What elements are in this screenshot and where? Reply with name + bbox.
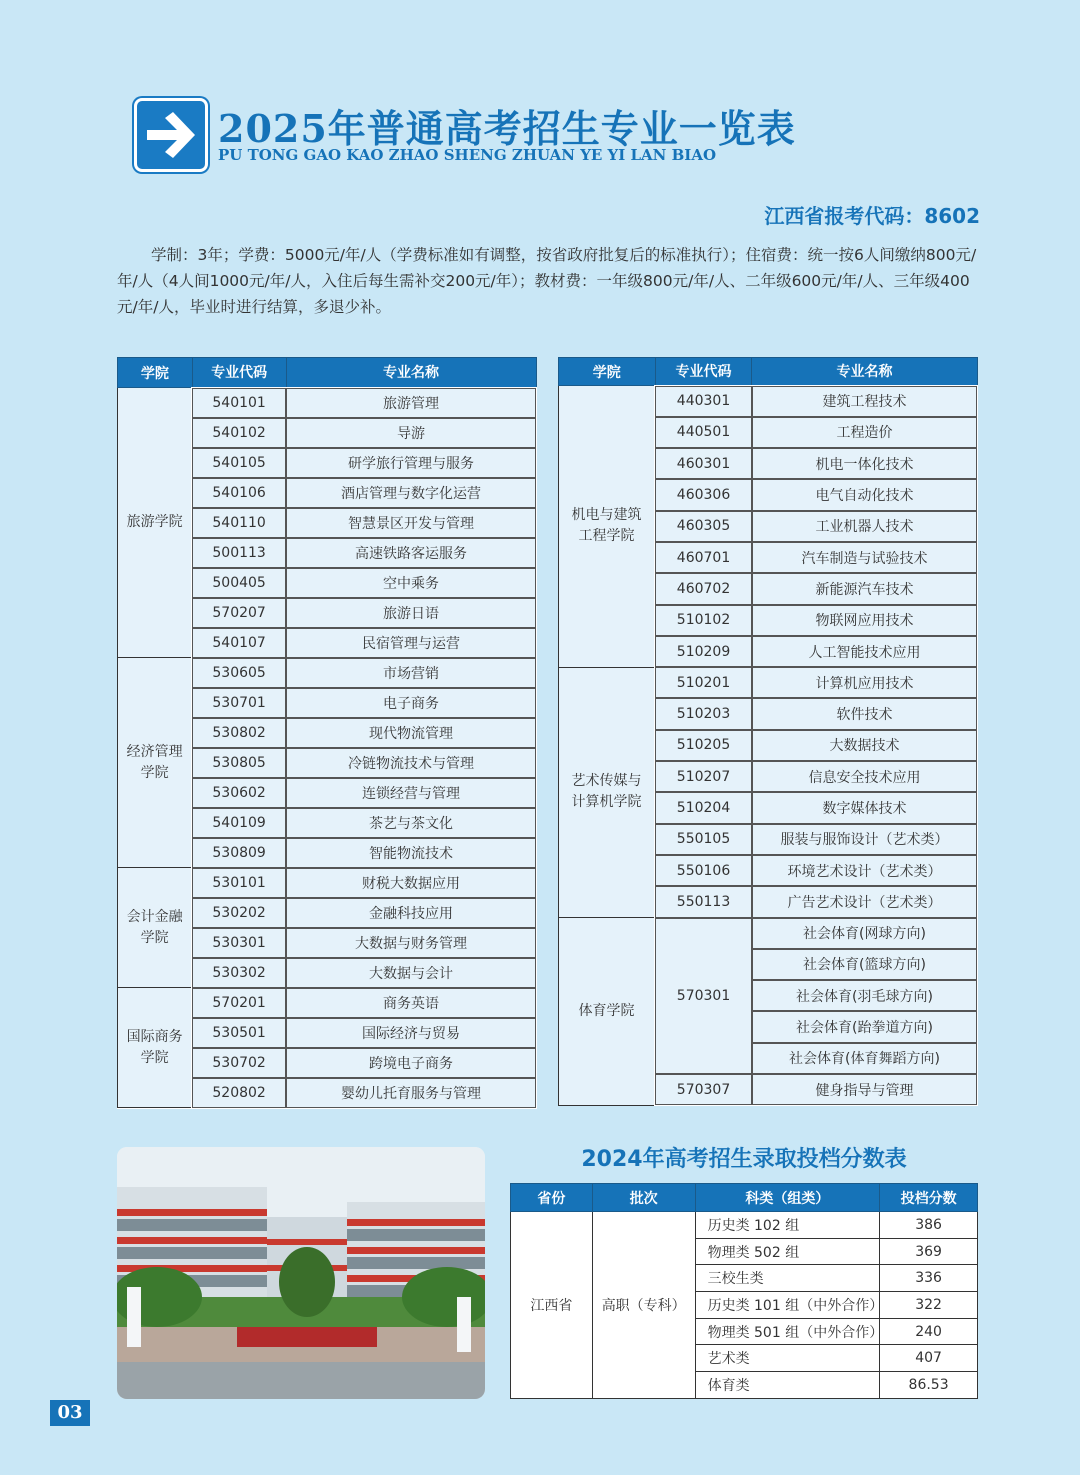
major-code: 460702 (655, 573, 752, 604)
category-cell: 物理类 501 组（中外合作） (695, 1318, 880, 1345)
header-batch: 批次 (592, 1184, 695, 1212)
category-cell: 艺术类 (695, 1345, 880, 1372)
major-code: 530802 (192, 718, 286, 748)
major-name: 电气自动化技术 (752, 479, 977, 510)
table-row (559, 918, 978, 949)
major-code: 540110 (192, 508, 286, 538)
major-name: 茶艺与茶文化 (286, 808, 536, 838)
major-name: 研学旅行管理与服务 (286, 448, 536, 478)
major-name: 工业机器人技术 (752, 511, 977, 542)
intro-paragraph: 学制：3年；学费：5000元/年/人（学费标准如有调整，按省政府批复后的标准执行）；住宿费：统一按6人间缴纳800元/年/人（4人间1000元/年/人，入住后每生需补交200元/年）；教材费：一年级800元/年/人、二年级600元/年/人、三年级400元/年/人，毕业时进行结算，多退少补。 (117, 246, 977, 316)
major-name: 财税大数据应用 (286, 868, 536, 898)
major-name: 大数据与财务管理 (286, 928, 536, 958)
score-cell: 336 (880, 1265, 978, 1292)
major-name: 导游 (286, 418, 536, 448)
major-name: 空中乘务 (286, 568, 536, 598)
major-name: 高速铁路客运服务 (286, 538, 536, 568)
major-code: 510102 (655, 605, 752, 636)
table-row (559, 667, 978, 698)
major-code: 510204 (655, 792, 752, 823)
major-code: 530501 (192, 1018, 286, 1048)
major-code: 540106 (192, 478, 286, 508)
major-code: 540105 (192, 448, 286, 478)
major-name: 大数据与会计 (286, 958, 536, 988)
major-name: 国际经济与贸易 (286, 1018, 536, 1048)
major-code: 570301 (655, 918, 752, 1074)
major-code: 550106 (655, 855, 752, 886)
major-name: 智慧景区开发与管理 (286, 508, 536, 538)
major-name: 社会体育(篮球方向) (752, 949, 977, 980)
college-cell: 国际商务 学院 (118, 988, 193, 1108)
college-cell: 艺术传媒与 计算机学院 (559, 667, 656, 917)
score-cell: 240 (880, 1318, 978, 1345)
score-cell: 86.53 (880, 1372, 978, 1399)
major-name: 旅游管理 (286, 388, 536, 418)
college-cell: 经济管理 学院 (118, 658, 193, 868)
major-name: 市场营销 (286, 658, 536, 688)
score-cell: 369 (880, 1238, 978, 1265)
table-row (118, 988, 537, 1018)
major-code: 530101 (192, 868, 286, 898)
score-cell: 322 (880, 1292, 978, 1319)
header-college: 学院 (559, 358, 656, 386)
major-code: 530301 (192, 928, 286, 958)
major-name: 婴幼儿托育服务与管理 (286, 1078, 536, 1108)
scores-title: 2024年高考招生录取投档分数表 (581, 1147, 907, 1172)
major-code: 540101 (192, 388, 286, 418)
score-cell: 386 (880, 1212, 978, 1239)
major-name: 金融科技应用 (286, 898, 536, 928)
major-code: 510205 (655, 730, 752, 761)
table-row (511, 1212, 978, 1239)
college-cell: 会计金融 学院 (118, 868, 193, 988)
major-code: 460306 (655, 479, 752, 510)
major-name: 信息安全技术应用 (752, 761, 977, 792)
major-code: 540102 (192, 418, 286, 448)
major-name: 环境艺术设计（艺术类） (752, 855, 977, 886)
major-name: 智能物流技术 (286, 838, 536, 868)
major-name: 民宿管理与运营 (286, 628, 536, 658)
major-name: 计算机应用技术 (752, 667, 977, 698)
major-code: 550105 (655, 824, 752, 855)
page-title: 2025年普通高考招生专业一览表 (218, 106, 796, 151)
category-cell: 体育类 (695, 1372, 880, 1399)
table-row (118, 658, 537, 688)
major-name: 现代物流管理 (286, 718, 536, 748)
major-name: 社会体育(体育舞蹈方向) (752, 1043, 977, 1074)
header-major-name: 专业名称 (286, 358, 536, 388)
major-code: 500405 (192, 568, 286, 598)
page-number: 03 (50, 1400, 90, 1426)
province-cell: 江西省 (511, 1212, 593, 1399)
category-cell: 三校生类 (695, 1265, 880, 1292)
major-name: 电子商务 (286, 688, 536, 718)
header-province: 省份 (511, 1184, 593, 1212)
major-name: 服装与服饰设计（艺术类） (752, 824, 977, 855)
majors-table-right (558, 357, 978, 1106)
major-code: 510201 (655, 667, 752, 698)
major-name: 物联网应用技术 (752, 605, 977, 636)
campus-photo (117, 1147, 485, 1399)
batch-cell: 高职（专科） (592, 1212, 695, 1399)
province-exam-code: 江西省报考代码：8602 (764, 204, 980, 228)
table-row (118, 388, 537, 418)
major-name: 工程造价 (752, 417, 977, 448)
major-code: 460301 (655, 448, 752, 479)
major-code: 570307 (655, 1074, 752, 1105)
page-title-pinyin: PU TONG GAO KAO ZHAO SHENG ZHUAN YE YI LAN BIAO (218, 146, 717, 164)
major-name: 冷链物流技术与管理 (286, 748, 536, 778)
major-name: 建筑工程技术 (752, 386, 977, 417)
major-name: 人工智能技术应用 (752, 636, 977, 667)
major-code: 440301 (655, 386, 752, 417)
header-category: 科类（组类） (695, 1184, 880, 1212)
score-cell: 407 (880, 1345, 978, 1372)
major-name: 数字媒体技术 (752, 792, 977, 823)
major-name: 汽车制造与试验技术 (752, 542, 977, 573)
major-code: 530809 (192, 838, 286, 868)
category-cell: 物理类 502 组 (695, 1238, 880, 1265)
major-name: 社会体育(跆拳道方向) (752, 1011, 977, 1042)
major-code: 530302 (192, 958, 286, 988)
table-row (118, 868, 537, 898)
major-code: 440501 (655, 417, 752, 448)
major-name: 机电一体化技术 (752, 448, 977, 479)
major-code: 540109 (192, 808, 286, 838)
major-name: 健身指导与管理 (752, 1074, 977, 1105)
college-cell: 机电与建筑 工程学院 (559, 386, 656, 668)
header-score: 投档分数 (880, 1184, 978, 1212)
major-name: 连锁经营与管理 (286, 778, 536, 808)
major-name: 跨境电子商务 (286, 1048, 536, 1078)
major-code: 570207 (192, 598, 286, 628)
major-name: 旅游日语 (286, 598, 536, 628)
major-code: 530202 (192, 898, 286, 928)
header-major-code: 专业代码 (655, 358, 752, 386)
major-code: 460701 (655, 542, 752, 573)
major-code: 540107 (192, 628, 286, 658)
table-row (559, 386, 978, 417)
college-cell: 旅游学院 (118, 388, 193, 658)
major-code: 520802 (192, 1078, 286, 1108)
major-name: 商务英语 (286, 988, 536, 1018)
major-code: 530605 (192, 658, 286, 688)
major-name: 大数据技术 (752, 730, 977, 761)
majors-table-left (117, 357, 537, 1109)
major-name: 社会体育(网球方向) (752, 918, 977, 949)
major-name: 社会体育(羽毛球方向) (752, 980, 977, 1011)
major-code: 510207 (655, 761, 752, 792)
right-arrow-icon (134, 98, 208, 172)
major-code: 530602 (192, 778, 286, 808)
major-code: 460305 (655, 511, 752, 542)
header-college: 学院 (118, 358, 193, 388)
scores-table (510, 1183, 978, 1399)
major-code: 530702 (192, 1048, 286, 1078)
major-code: 510203 (655, 698, 752, 729)
college-cell: 体育学院 (559, 918, 656, 1106)
major-code: 570201 (192, 988, 286, 1018)
major-name: 广告艺术设计（艺术类） (752, 886, 977, 917)
major-code: 500113 (192, 538, 286, 568)
major-name: 软件技术 (752, 698, 977, 729)
header-major-code: 专业代码 (192, 358, 286, 388)
major-name: 新能源汽车技术 (752, 573, 977, 604)
major-code: 510209 (655, 636, 752, 667)
major-code: 530701 (192, 688, 286, 718)
major-code: 550113 (655, 886, 752, 917)
category-cell: 历史类 102 组 (695, 1212, 880, 1239)
header-major-name: 专业名称 (752, 358, 977, 386)
major-name: 酒店管理与数字化运营 (286, 478, 536, 508)
major-code: 530805 (192, 748, 286, 778)
category-cell: 历史类 101 组（中外合作） (695, 1292, 880, 1319)
